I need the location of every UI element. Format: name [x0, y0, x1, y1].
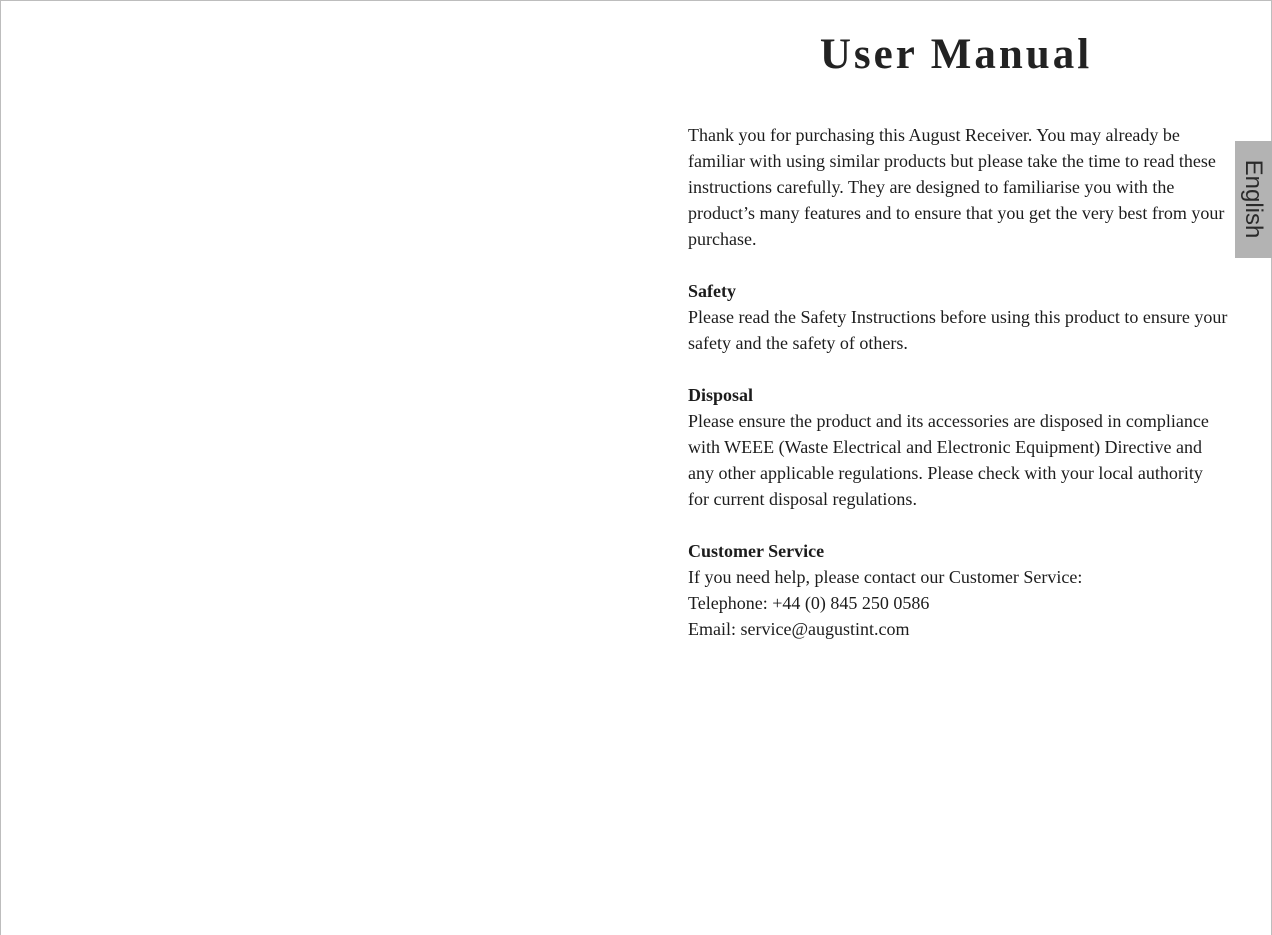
- customer-service-section: [688, 538, 1228, 642]
- manual-content: [688, 122, 1228, 668]
- language-tab-label: English: [1240, 159, 1267, 239]
- disposal-heading: Disposal: [688, 385, 754, 405]
- customer-service-heading: Customer Service: [688, 541, 825, 561]
- page-title: User Manual: [819, 31, 1093, 78]
- customer-service-email: Email: service@augustint.com: [688, 619, 910, 639]
- right-page: [636, 0, 1272, 935]
- language-tab: [1235, 141, 1272, 258]
- safety-section: [688, 278, 1228, 356]
- safety-body: Please read the Safety Instructions before using this product to ensure your safety and the safety of others.: [688, 307, 1228, 353]
- customer-service-intro: If you need help, please contact our Customer Service:: [688, 567, 1083, 587]
- disposal-body: Please ensure the product and its accessories are disposed in compliance with WEEE (Waste Electrical and Electronic Equipment) Directive and any other applicable regulations. Please check with your local authority for current disposal regulations.: [688, 411, 1209, 509]
- intro-paragraph: Thank you for purchasing this August Receiver. You may already be familiar with using similar products but please take the time to read these instructions carefully. They are designed to familiarise you with the product’s many features and to ensure that you get the very best from your purchase.: [688, 125, 1225, 249]
- customer-service-telephone: Telephone: +44 (0) 845 250 0586: [688, 593, 930, 613]
- disposal-section: [688, 382, 1228, 512]
- safety-heading: Safety: [688, 281, 736, 301]
